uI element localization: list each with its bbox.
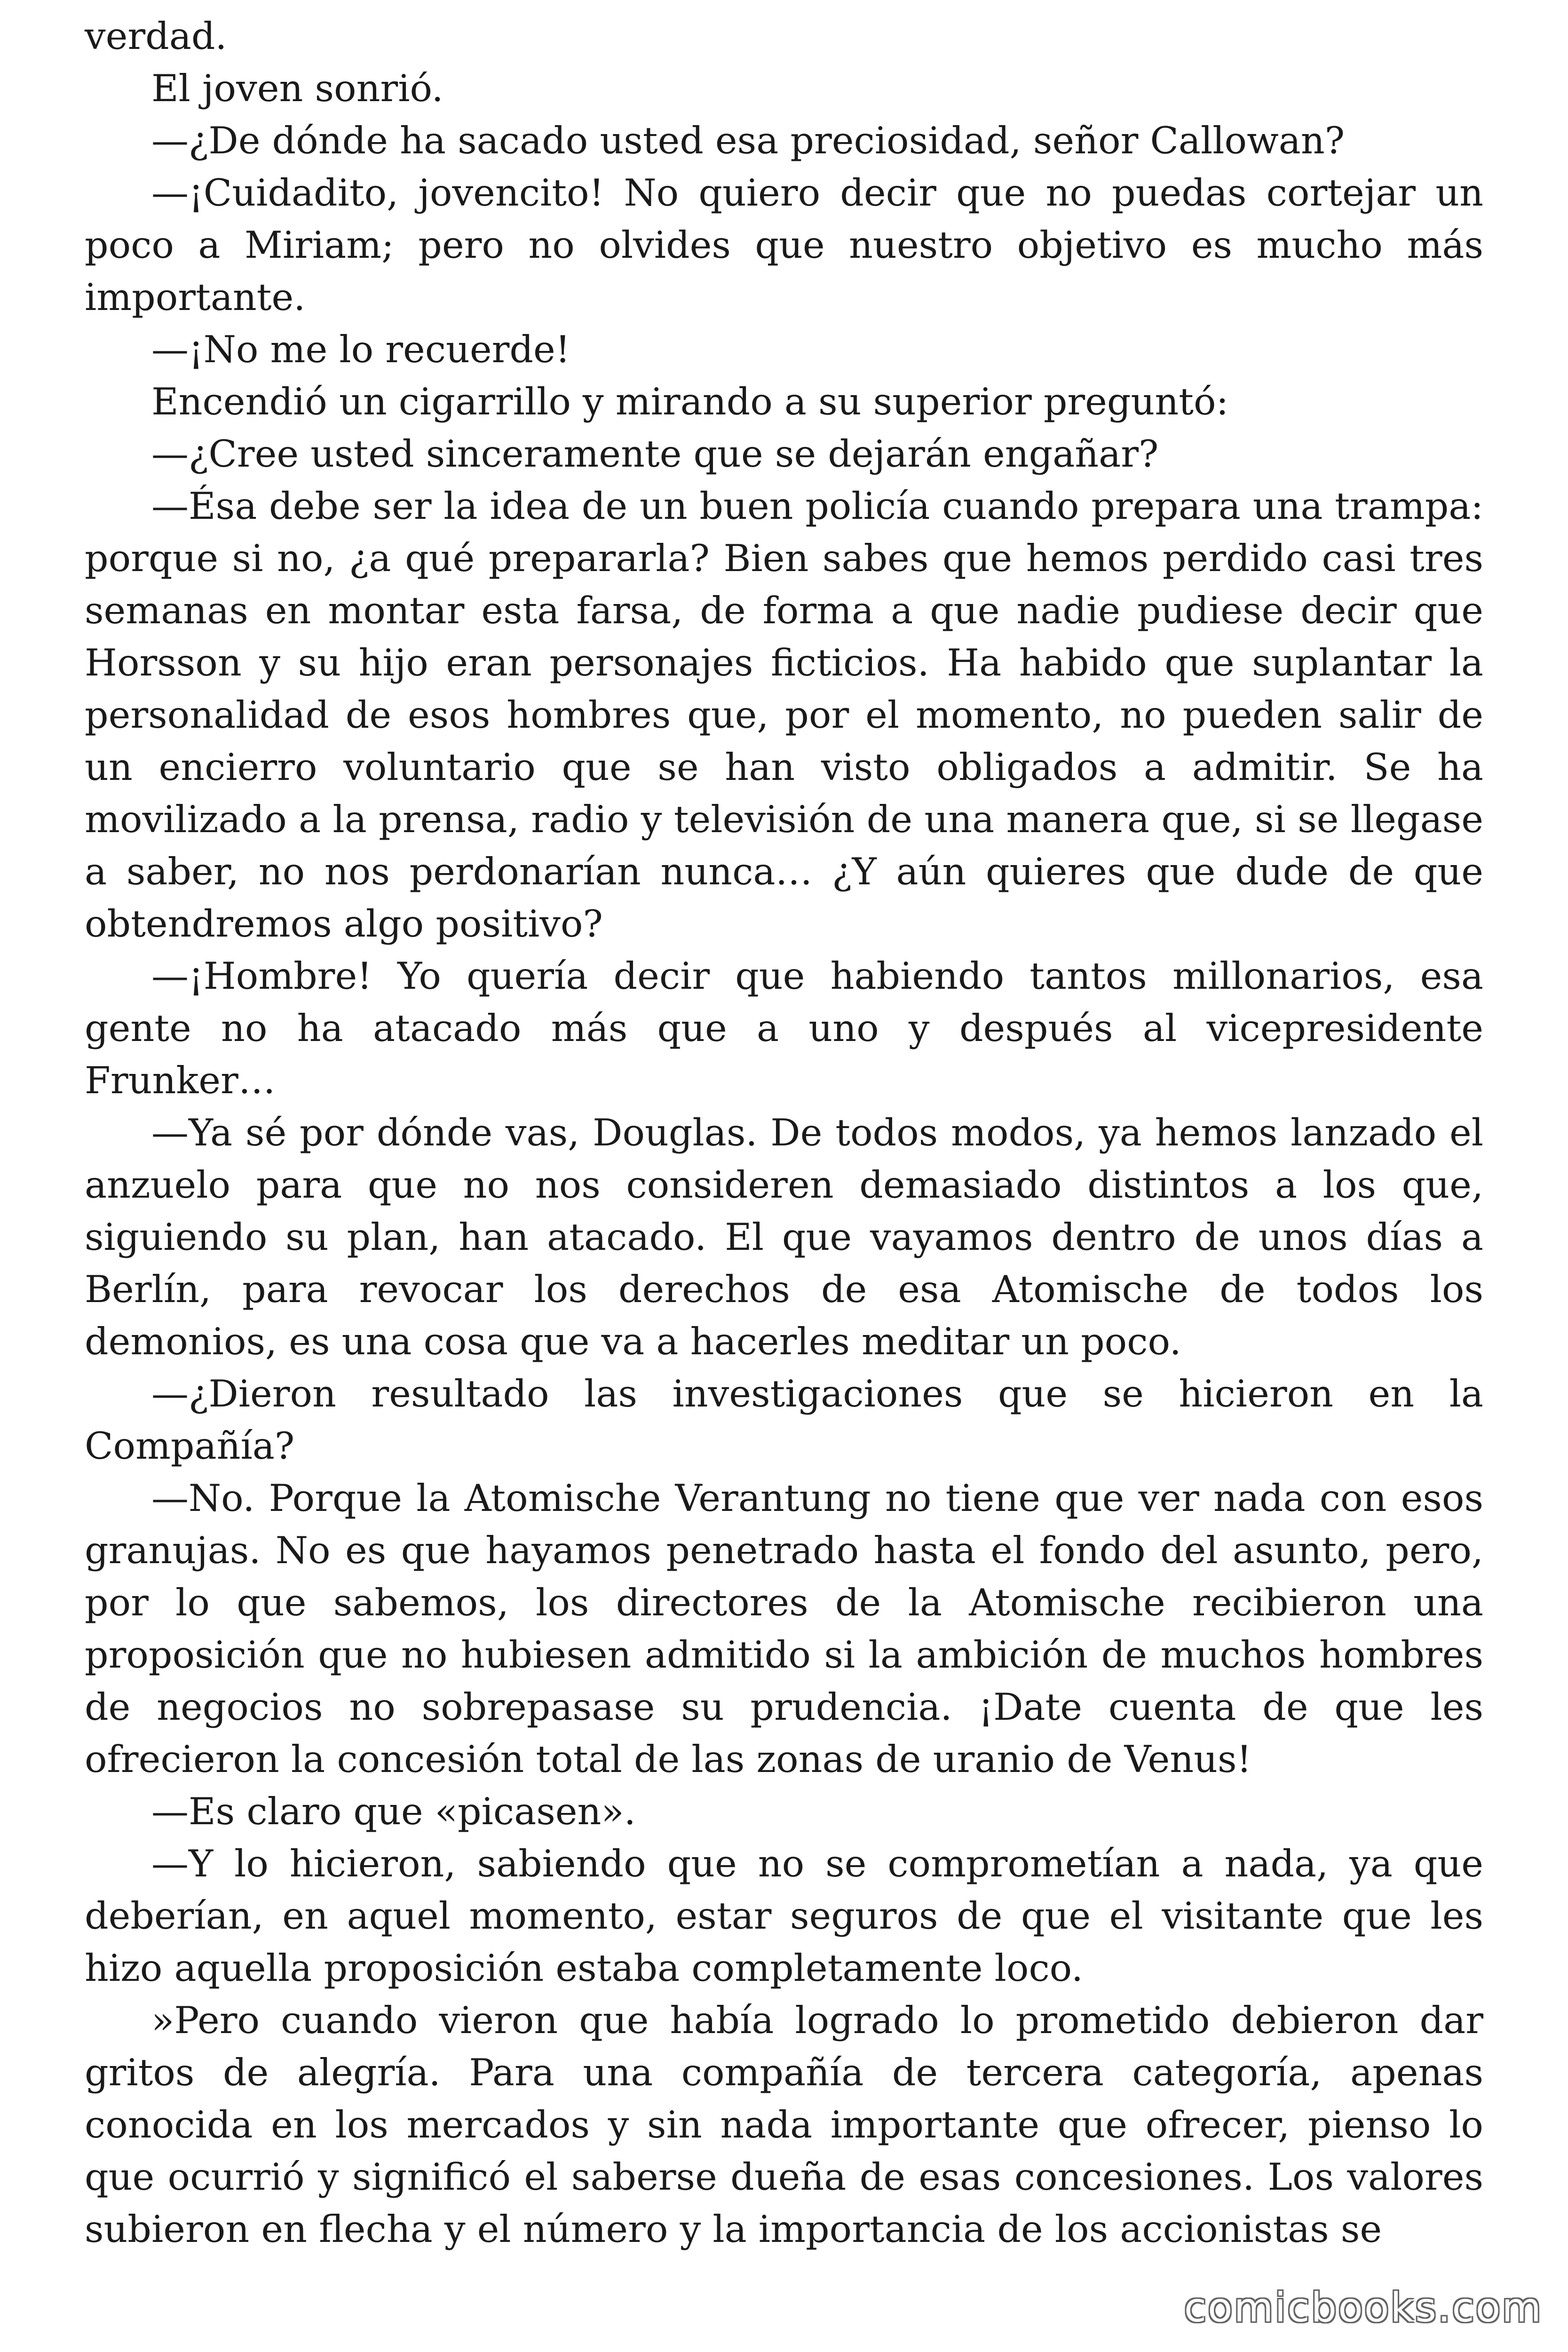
paragraph: —¿De dónde ha sacado usted esa preciosidad, señor Callowan?	[151, 119, 1345, 162]
paragraph: —¡Cuidadito, jovencito! No quiero decir que no puedas cortejar un poco a Miriam; pero no olvides que nuestro objetivo es mucho más importante.	[85, 171, 1483, 319]
paragraph: »Pero cuando vieron que había logrado lo prometido debieron dar gritos de alegría. Para una compañía de tercera categoría, apenas conocida en los mercados y sin nada importante que ofrecer, pienso lo que ocurrió y significó el saberse dueña de esas concesiones. Los valores subieron en flecha y el número y la importancia de los accionistas se	[85, 1999, 1483, 2251]
paragraph: —Ya sé por dónde vas, Douglas. De todos modos, ya hemos lanzado el anzuelo para que no nos consideren demasiado distintos a los que, siguiendo su plan, han atacado. El que vayamos dentro de unos días a Berlín, para revocar los derechos de esa Atomische de todos los demonios, es una cosa que va a hacerles meditar un poco.	[85, 1111, 1483, 1363]
book-page	[85, 0, 1483, 2352]
paragraph: —¡No me lo recuerde!	[151, 328, 570, 371]
paragraph: —¿Cree usted sinceramente que se dejarán engañar?	[151, 432, 1159, 476]
paragraph: —Ésa debe ser la idea de un buen policía cuando prepara una trampa: porque si no, ¿a qué prepararla? Bien sabes que hemos perdido casi tres semanas en montar esta farsa, de forma a que nadie pudiese decir que Horsson y su hijo eran personajes ficticios. Ha habido que suplantar la personalidad de esos hombres que, por el momento, no pueden salir de un encierro voluntario que se han visto obligados a admitir. Se ha movilizado a la prensa, radio y televisión de una manera que, si se llegase a saber, no nos perdonarían nunca… ¿Y aún quieres que dude de que obtendremos algo positivo?	[85, 485, 1483, 946]
watermark: comicbooks.com	[1184, 2284, 1543, 2331]
paragraph: —¡Hombre! Yo quería decir que habiendo tantos millonarios, esa gente no ha atacado más que a uno y después al vicepresidente Frunker…	[85, 954, 1483, 1102]
paragraph: El joven sonrió.	[151, 67, 443, 110]
paragraph: —Es claro que «picasen».	[151, 1790, 636, 1833]
paragraph: —No. Porque la Atomische Verantung no tiene que ver nada con esos granujas. No es que hayamos penetrado hasta el fondo del asunto, pero, por lo que sabemos, los directores de la Atomische recibieron una proposición que no hubiesen admitido si la ambición de muchos hombres de negocios no sobrepasase su prudencia. ¡Date cuenta de que les ofrecieron la concesión total de las zonas de uranio de Venus!	[85, 1477, 1483, 1781]
paragraph: —¿Dieron resultado las investigaciones que se hicieron en la Compañía?	[85, 1372, 1483, 1468]
paragraph: Encendió un cigarrillo y mirando a su superior preguntó:	[151, 380, 1229, 423]
paragraph: verdad.	[85, 15, 227, 58]
paragraph: —Y lo hicieron, sabiendo que no se comprometían a nada, ya que deberían, en aquel momento, estar seguros de que el visitante que les hizo aquella proposición estaba completamente loco.	[85, 1842, 1483, 1990]
